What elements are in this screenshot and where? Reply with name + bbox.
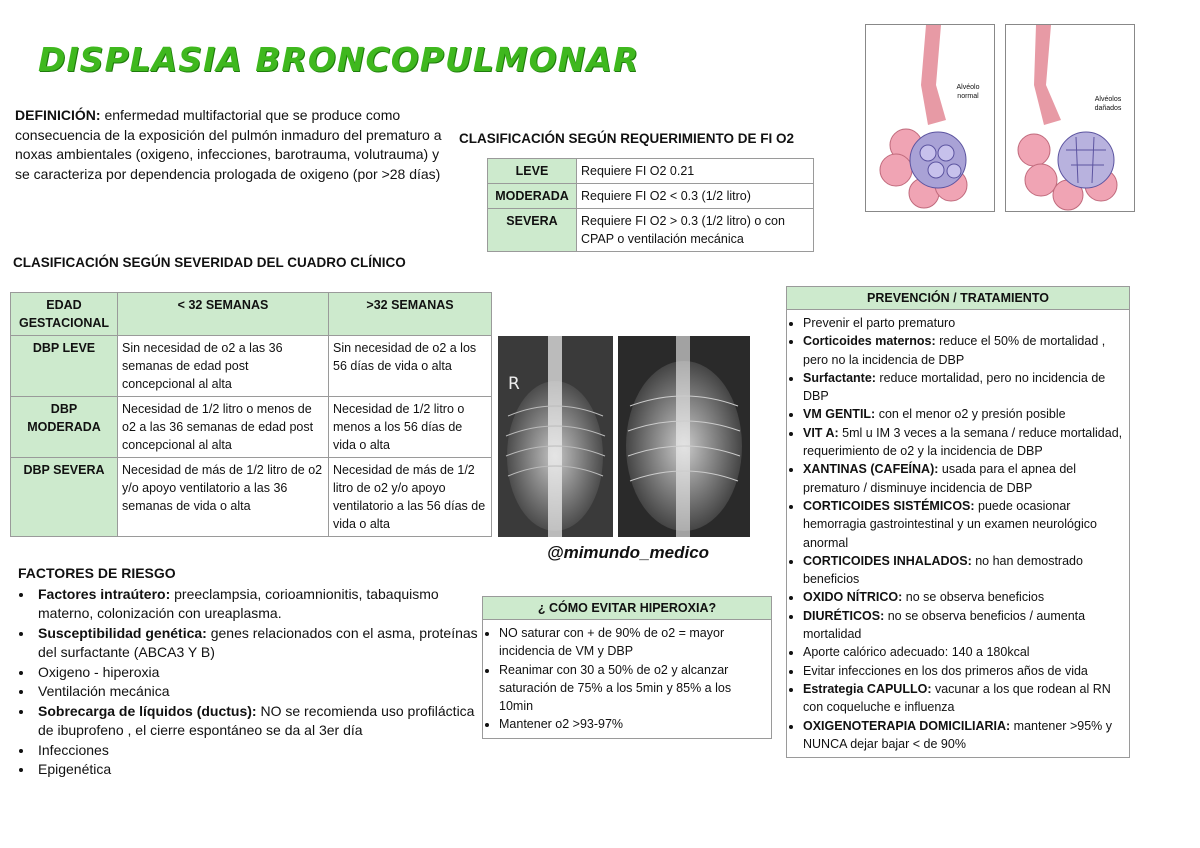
list-item — [803, 424, 1125, 461]
cell: Necesidad de más de 1/2 litro de o2 y/o apoyo ventilatorio a las 56 días de vida o alta — [329, 458, 492, 537]
author-handle: @mimundo_medico — [547, 543, 710, 562]
damaged-alveoli-label: Alvéolos dañados — [1094, 96, 1122, 112]
column-header: >32 SEMANAS — [329, 293, 492, 336]
item-text: no han demostrado beneficios — [803, 553, 1083, 587]
normal-alveoli-image — [865, 24, 995, 212]
list-item — [34, 585, 488, 624]
severity-table — [10, 292, 492, 537]
item-text: vacunar a los que rodean al RN con coqueluche e influenza — [803, 681, 1111, 715]
hyperoxia-list — [483, 620, 771, 738]
xray-marker: R — [508, 374, 520, 394]
item-text: 5ml u IM 3 veces a la semana / reduce mortalidad, requerimiento de o2 y la incidencia de DBP — [803, 425, 1123, 459]
column-header: EDAD GESTACIONAL — [11, 293, 118, 336]
item-text: usada para el apnea del prematuro / disminuye incidencia de DBP — [803, 462, 1077, 495]
list-item — [34, 624, 488, 663]
list-item — [803, 588, 1125, 606]
item-text: preeclampsia, corioamnionitis, tabaquismo materno, colonización con ureaplasma. — [38, 585, 439, 621]
list-item — [803, 497, 1125, 552]
prevention-list — [787, 310, 1129, 757]
item-text: reduce mortalidad, pero no incidencia de DBP — [803, 370, 1106, 404]
list-item — [34, 702, 488, 741]
cell: Necesidad de 1/2 litro o menos de o2 a las 36 semanas de edad post concepcional al alta — [118, 397, 329, 458]
table-row — [488, 159, 814, 184]
list-item: • Reanimar con 30 a 50% de o2 y alcanzar saturación de 75% a los 5min y 85% a los 10min — [499, 661, 767, 716]
item-bold: Susceptibilidad genética: — [38, 624, 207, 641]
page-title: DISPLASIA BRONCOPULMONAR — [38, 40, 640, 79]
damaged-alveoli-image — [1005, 24, 1135, 212]
xray-image-left — [498, 336, 613, 537]
item-bold: VM GENTIL: — [803, 407, 876, 422]
list-item — [803, 643, 1125, 661]
table-row — [11, 458, 492, 537]
table-row — [488, 209, 814, 252]
list-item — [803, 662, 1125, 680]
item-text: reduce el 50% de mortalidad , pero no la incidencia de DBP — [803, 334, 1106, 367]
item-bold: Sobrecarga de líquidos (ductus): — [38, 702, 257, 719]
item-bold: VIT A: — [803, 425, 839, 440]
list-item — [803, 314, 1125, 332]
row-label: DBP LEVE — [11, 336, 118, 397]
item-bold: Surfactante: — [803, 370, 876, 385]
row-label: DBP SEVERA — [11, 458, 118, 537]
item-bold: OXIDO NÍTRICO: — [803, 590, 903, 605]
prevention-box — [786, 286, 1130, 758]
fio2-label: MODERADA — [488, 184, 577, 209]
row-label: DBP MODERADA — [11, 397, 118, 458]
definition — [15, 106, 445, 184]
item-text: Prevenir el parto prematuro — [803, 316, 956, 330]
item-bold: OXIGENOTERAPIA DOMICILIARIA: — [803, 718, 1011, 733]
fio2-value: Requiere FI O2 0.21 — [577, 159, 814, 184]
item-text: Infecciones — [38, 741, 109, 758]
cell: Necesidad de 1/2 litro o menos a los 56 días de vida o alta — [329, 397, 492, 458]
list-item — [34, 741, 488, 761]
item-text: Evitar infecciones en los dos primeros años de vida — [803, 663, 1088, 678]
list-item: • Mantener o2 >93-97% — [499, 715, 767, 733]
table-row — [488, 184, 814, 209]
list-item — [803, 607, 1125, 644]
item-bold: Corticoides maternos: — [803, 334, 936, 349]
item-bold: CORTICOIDES SISTÉMICOS: — [803, 498, 975, 513]
severity-heading: CLASIFICACIÓN SEGÚN SEVERIDAD DEL CUADRO CLÍNICO — [13, 255, 406, 270]
list-item — [34, 682, 488, 702]
item-text: NO se recomienda uso profiláctica de ibuprofeno , el cierre espontáneo se da al 3er día — [38, 702, 475, 738]
risk-factors-list — [18, 585, 488, 780]
list-item — [803, 332, 1125, 369]
risk-factors — [18, 564, 488, 780]
item-text: mantener >95% y NUNCA dejar bajar < de 90% — [803, 718, 1112, 751]
xray-illustration — [618, 336, 750, 537]
definition-label: DEFINICIÓN: — [15, 107, 101, 123]
item-text: no se observa beneficios / aumenta mortalidad — [803, 608, 1086, 642]
list-item — [803, 680, 1125, 717]
list-item — [803, 460, 1125, 497]
damaged-alveoli-illustration — [1006, 25, 1134, 211]
hyperoxia-box — [482, 596, 772, 739]
cell: Necesidad de más de 1/2 litro de o2 y/o apoyo ventilatorio a las 36 semanas de vida o alta — [118, 458, 329, 537]
item-text: no se observa beneficios — [902, 590, 1045, 605]
fio2-value: Requiere FI O2 > 0.3 (1/2 litro) o con CPAP o ventilación mecánica — [577, 209, 814, 252]
list-item — [803, 405, 1125, 423]
cell: Sin necesidad de o2 a los 56 días de vida o alta — [329, 336, 492, 397]
item-bold: DIURÉTICOS: — [803, 608, 885, 623]
definition-text: enfermedad multifactorial que se produce como consecuencia de la exposición del pulmón inmaduro del prematuro a noxas ambientales (oxigeno, infecciones, barotrauma, volutrauma) y se caracteriza por dependencia prologada de oxigeno (por >28 días) — [15, 107, 442, 182]
fio2-value: Requiere FI O2 < 0.3 (1/2 litro) — [577, 184, 814, 209]
list-item — [803, 369, 1125, 406]
risk-factors-heading: FACTORES DE RIESGO — [18, 565, 176, 581]
normal-alveoli-illustration — [866, 25, 994, 211]
item-text: Oxigeno - hiperoxia — [38, 663, 160, 680]
item-bold: CORTICOIDES INHALADOS: — [803, 553, 972, 568]
xray-illustration — [498, 336, 613, 537]
table-row — [11, 397, 492, 458]
fio2-label: LEVE — [488, 159, 577, 184]
table-row — [11, 336, 492, 397]
table-header-row — [11, 293, 492, 336]
prevention-heading: PREVENCIÓN / TRATAMIENTO — [787, 287, 1129, 310]
list-item — [34, 663, 488, 683]
item-text: puede ocasionar hemorragia gastrointestinal y un examen neurológico anormal — [803, 498, 1097, 550]
fio2-label: SEVERA — [488, 209, 577, 252]
list-item — [803, 717, 1125, 754]
item-text: Epigenética — [38, 761, 112, 777]
item-bold: Factores intraútero: — [38, 585, 171, 602]
fio2-table — [487, 158, 814, 252]
hyperoxia-heading: ¿ CÓMO EVITAR HIPEROXIA? — [483, 597, 771, 620]
column-header: < 32 SEMANAS — [118, 293, 329, 336]
list-item — [803, 552, 1125, 589]
item-text: con el menor o2 y presión posible — [875, 407, 1066, 422]
fio2-heading: CLASIFICACIÓN SEGÚN REQUERIMIENTO DE FI O2 — [459, 131, 795, 146]
list-item — [34, 760, 488, 780]
item-text: Ventilación mecánica — [38, 683, 170, 699]
xray-image-right — [618, 336, 750, 537]
list-item: • NO saturar con + de 90% de o2 = mayor incidencia de VM y DBP — [499, 624, 767, 661]
cell: Sin necesidad de o2 a las 36 semanas de edad post concepcional al alta — [118, 336, 329, 397]
item-bold: Estrategia CAPULLO: — [803, 681, 932, 696]
item-text: genes relacionados con el asma, proteínas del surfactante (ABCA3 Y B) — [38, 624, 478, 660]
normal-alveoli-label: Alvéolo normal — [956, 84, 980, 100]
item-text: Aporte calórico adecuado: 140 a 180kcal — [803, 645, 1030, 660]
item-bold: XANTINAS (CAFEÍNA): — [803, 462, 939, 477]
